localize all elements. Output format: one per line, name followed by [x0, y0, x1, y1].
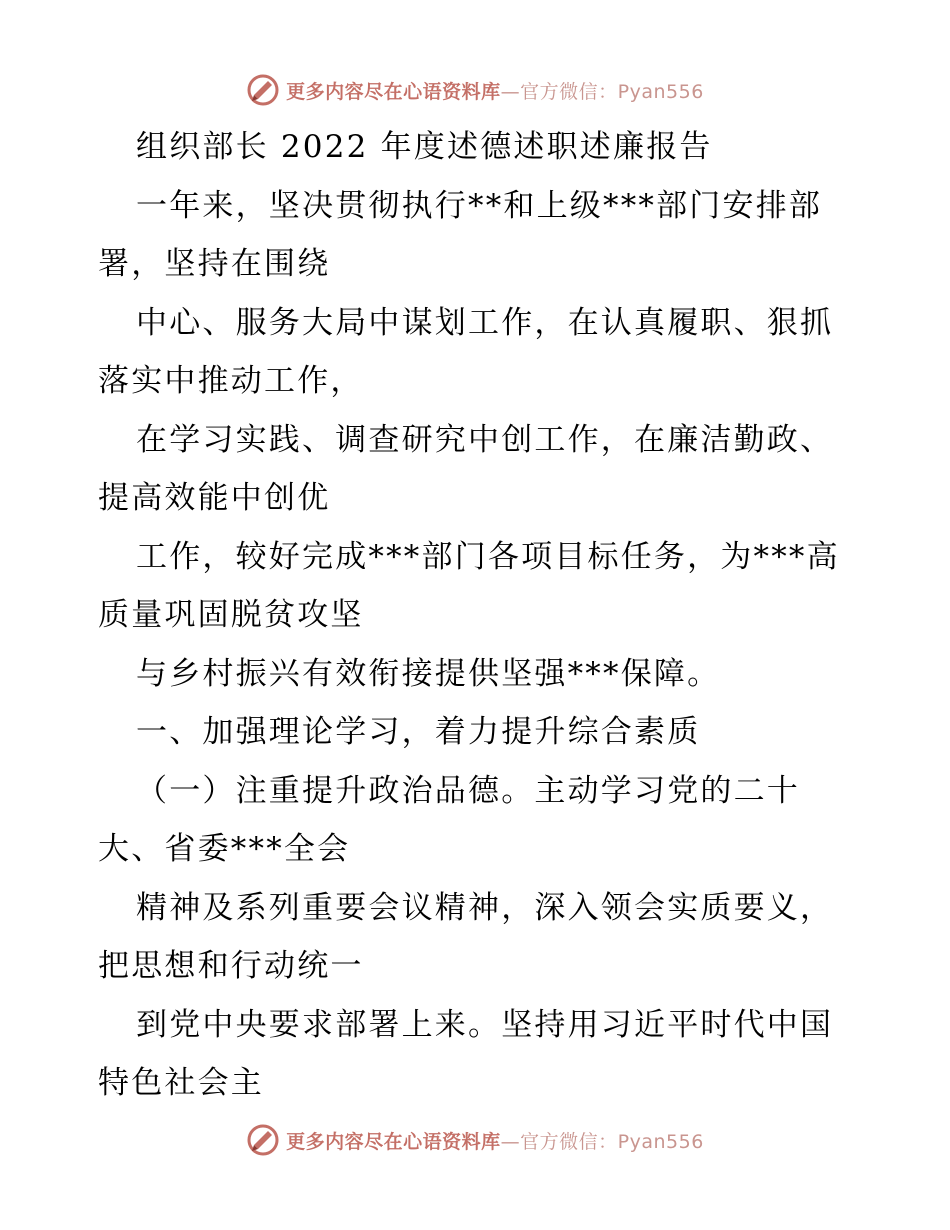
paragraph-line: 一年来，坚决贯彻执行**和上级***部门安排部 — [136, 187, 823, 224]
watermark-sub-text: —官方微信：Pyan556 — [500, 80, 704, 103]
pen-logo-icon — [246, 1123, 280, 1157]
watermark-text — [286, 77, 704, 104]
paragraph-line: 把思想和行动统一 — [98, 948, 364, 984]
paragraph-line: 精神及系列重要会议精神，深入领会实质要义， — [136, 889, 834, 926]
watermark-main-text: 更多内容尽在心语资料库 — [286, 80, 501, 103]
footer-watermark — [0, 1120, 950, 1160]
pen-logo-icon — [246, 73, 280, 107]
paragraph-line: 与乡村振兴有效衔接提供坚强***保障。 — [136, 655, 721, 692]
section-heading: 一、加强理论学习，着力提升综合素质 — [136, 714, 701, 750]
paragraph-line: 在学习实践、调查研究中创工作，在廉洁勤政、 — [136, 421, 834, 458]
paragraph-line: 中心、服务大局中谋划工作，在认真履职、狠抓 — [136, 304, 834, 341]
document-body — [98, 118, 858, 1113]
header-watermark — [0, 70, 950, 110]
paragraph-line: 落实中推动工作， — [98, 363, 364, 399]
watermark-main-text: 更多内容尽在心语资料库 — [286, 1130, 501, 1153]
paragraph-line: 工作，较好完成***部门各项目标任务，为***高 — [136, 538, 840, 575]
watermark-sub-text: —官方微信：Pyan556 — [500, 1130, 704, 1153]
paragraph-line: 特色社会主 — [98, 1065, 264, 1101]
paragraph-line: 提高效能中创优 — [98, 480, 331, 516]
subsection-heading: （一）注重提升政治品德。主动学习党的二十 — [136, 772, 800, 809]
watermark-text — [286, 1127, 704, 1154]
paragraph-line: 质量巩固脱贫攻坚 — [98, 597, 364, 633]
paragraph-line: 署，坚持在围绕 — [98, 246, 331, 282]
paragraph-line: 到党中央要求部署上来。坚持用习近平时代中国 — [136, 1006, 834, 1043]
paragraph-line: 大、省委***全会 — [98, 831, 351, 867]
document-title: 组织部长 2022 年度述德述职述廉报告 — [136, 129, 713, 165]
